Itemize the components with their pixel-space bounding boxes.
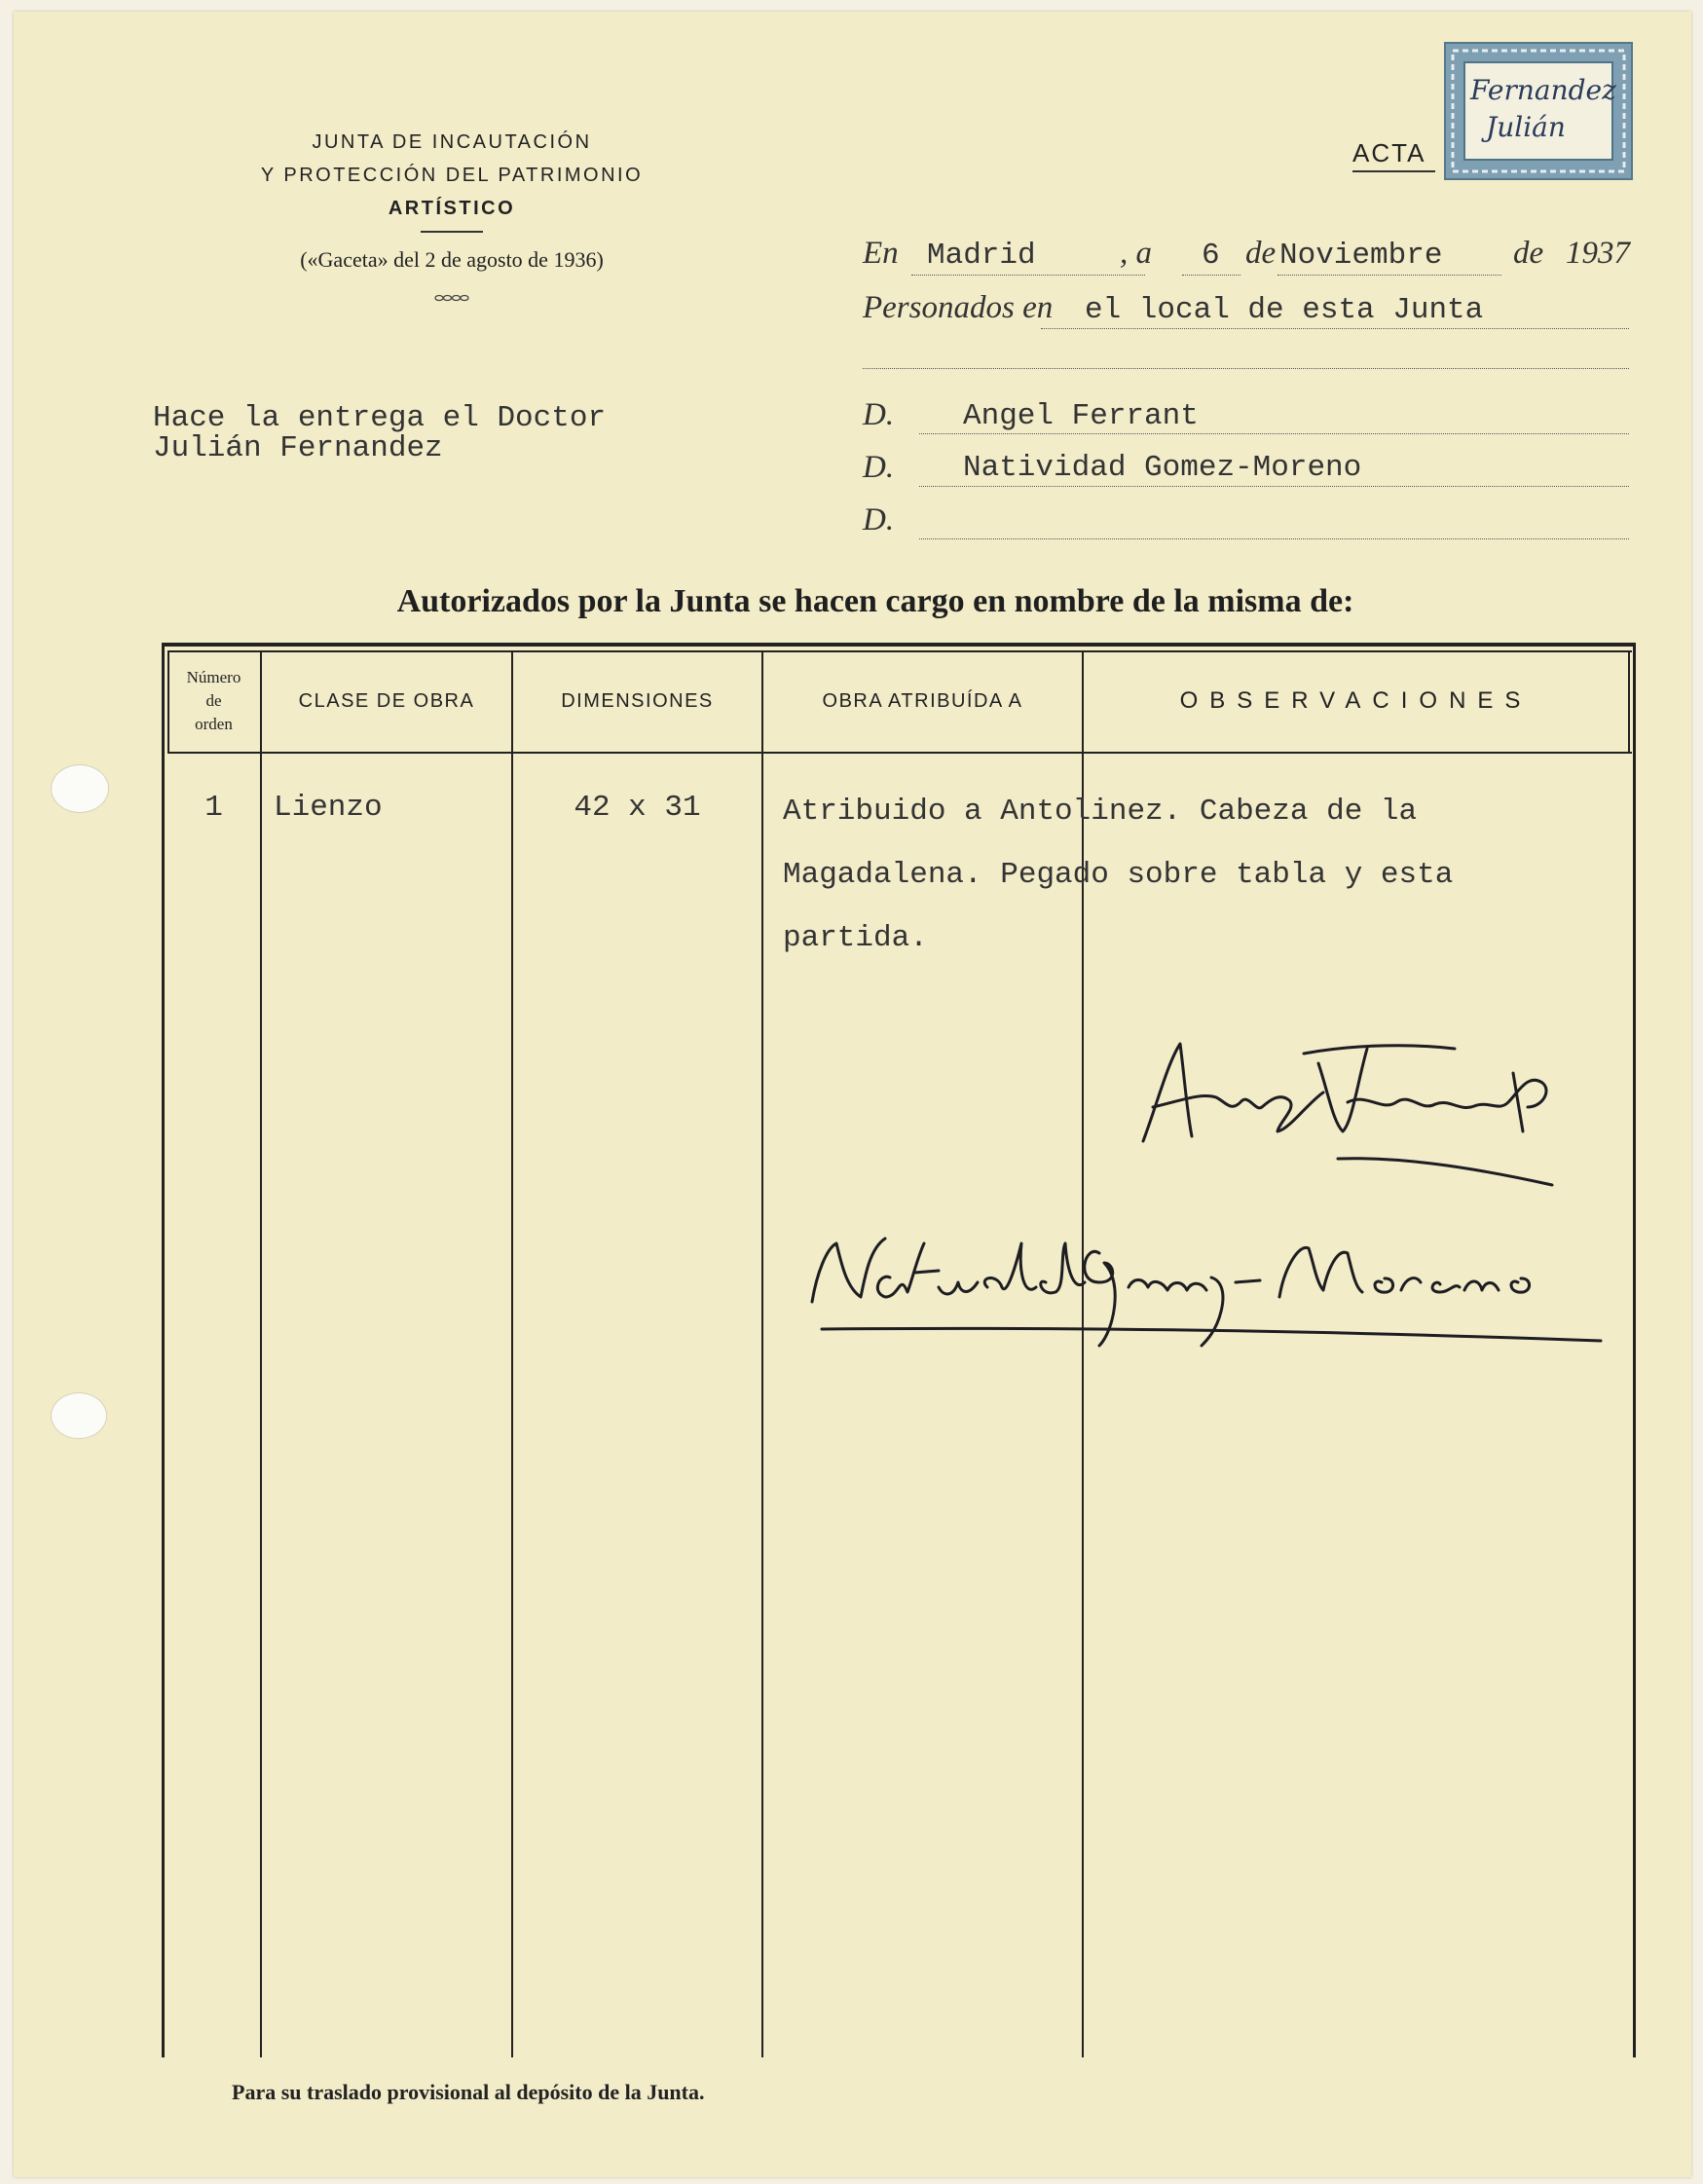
personados-underline: [1041, 328, 1629, 329]
person-2-underline: [919, 486, 1629, 487]
person-3-underline: [919, 538, 1629, 539]
row-description-line-2: Magadalena. Pegado sobre tabla y esta: [783, 858, 1454, 892]
col-header-numero: [167, 666, 260, 736]
stamp-name-line-1: Fernandez: [1470, 74, 1616, 106]
acta-underline: [1352, 170, 1435, 172]
year-label: 1937: [1566, 236, 1630, 271]
row-clase: Lienzo: [274, 791, 383, 825]
gaceta-reference: («Gaceta» del 2 de agosto de 1936): [300, 247, 604, 272]
row-description-line-3: partida.: [783, 921, 928, 955]
stamp-name-line-2: Julián: [1486, 111, 1566, 143]
personados-label: Personados en: [863, 290, 1054, 325]
row-numero: 1: [204, 791, 223, 825]
de-label-2: de: [1513, 236, 1544, 271]
blank-line: [863, 368, 1629, 369]
acta-label: ACTA: [1352, 138, 1426, 167]
header-line-2: Y PROTECCIÓN DEL PATRIMONIO: [260, 165, 644, 186]
column-divider-1: [260, 650, 262, 2057]
person-2-prefix: D.: [863, 450, 895, 485]
col-header-numero-line-2: de: [205, 691, 222, 710]
row-dimensiones: 42 x 31: [574, 791, 701, 825]
ornament-icon: [434, 289, 469, 297]
deliverer-line-1: Hace la entrega el Doctor: [153, 401, 607, 435]
col-header-numero-line-1: Número: [186, 668, 241, 686]
col-header-observaciones: OBSERVACIONES: [1179, 687, 1533, 714]
column-divider-2: [511, 650, 513, 2057]
comma-a-label: , a: [1120, 236, 1152, 271]
en-label: En: [863, 236, 899, 271]
authorized-heading: Autorizados por la Junta se hacen cargo en nombre de la misma de:: [396, 583, 1354, 619]
punch-hole-bottom: [51, 1392, 107, 1439]
person-3-prefix: D.: [863, 502, 895, 537]
day-field: 6: [1202, 239, 1220, 273]
col-header-atribuida: OBRA ATRIBUÍDA A: [822, 690, 1023, 712]
footer-note: Para su traslado provisional al depósito de la Junta.: [232, 2080, 705, 2104]
city-field: Madrid: [927, 239, 1036, 273]
row-description-line-1: Atribuido a Antolinez. Cabeza de la: [783, 795, 1418, 829]
person-1-underline: [919, 433, 1629, 434]
header-rule: [421, 231, 483, 233]
table-left-border: [162, 643, 165, 2057]
day-underline: [1182, 275, 1240, 276]
signature-natividad-gomez-moreno: [793, 1204, 1610, 1360]
punch-hole-top: [51, 764, 109, 813]
signature-angel-ferrant: [1133, 1024, 1581, 1200]
table-top-inner-border: [167, 650, 1632, 652]
header-line-1: JUNTA DE INCAUTACIÓN: [312, 131, 592, 153]
month-field: Noviembre: [1279, 239, 1443, 273]
col-header-clase: CLASE DE OBRA: [298, 690, 475, 712]
col-header-numero-line-3: orden: [195, 715, 233, 733]
col-header-dimensiones: DIMENSIONES: [561, 690, 714, 712]
header-line-3: ARTÍSTICO: [388, 198, 516, 219]
column-divider-3: [761, 650, 763, 2057]
table-top-border: [162, 643, 1636, 647]
deliverer-line-2: Julián Fernandez: [153, 431, 443, 465]
personados-value: el local de esta Junta: [1085, 293, 1484, 327]
de-label-1: de: [1245, 236, 1277, 271]
table-header-bottom: [167, 752, 1632, 754]
person-1-name: Angel Ferrant: [963, 399, 1199, 433]
table-right-border: [1633, 643, 1636, 2057]
document-sheet: [14, 12, 1691, 2177]
archive-stamp: [1443, 41, 1634, 181]
person-1-prefix: D.: [863, 397, 895, 432]
person-2-name: Natividad Gomez-Moreno: [963, 451, 1362, 485]
city-underline: [911, 275, 1145, 276]
month-underline: [1277, 275, 1501, 276]
table-right-inner-border: [1628, 650, 1630, 752]
